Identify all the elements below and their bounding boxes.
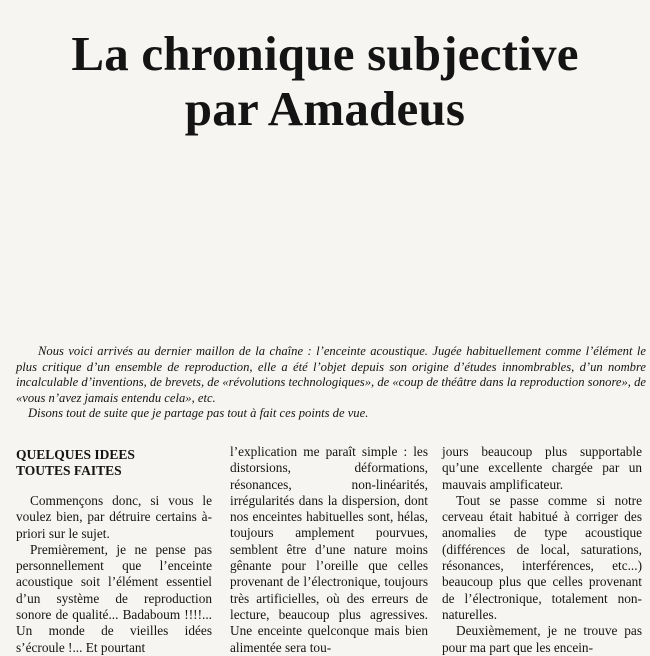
section-heading-line-2: TOUTES FAITES (16, 463, 122, 478)
section-heading-line-1: QUELQUES IDEES (16, 447, 135, 462)
column3-paragraph-2: Tout se passe comme si notre cerveau était habitué à corriger des anomalies de type acoustique (différences de local, saturations, résonances, interférences, etc...) beaucoup plus que celles provenant de l’électronique, totalement non-naturelles. (442, 492, 642, 622)
column1-paragraph-1: Commençons donc, si vous le voulez bien, par détruire certains à-priori sur le sujet. (16, 493, 212, 541)
intro-paragraph-2: Disons tout de suite que je partage pas tout à fait ces points de vue. (28, 406, 369, 421)
article-title-line-1: La chronique subjective (71, 26, 579, 81)
column1-paragraph-2: Premièrement, je ne pense pas personnellement que l’enceinte acoustique soit l’élément essentiel d’un système de reproduction sonore de qualité... Badaboum !!!!... Un monde de vieilles idées s’écroule !... Et pourtant (16, 541, 212, 655)
text-column-1 (16, 444, 212, 656)
article-title (0, 26, 650, 136)
article-intro (16, 344, 646, 422)
section-heading (16, 447, 212, 479)
column3-paragraph-3: Deuxièmement, je ne trouve pas pour ma part que les encein- (442, 623, 642, 655)
column2-paragraph-1: l’explication me paraît simple : les distorsions, déformations, résonances, non-linéarités, irrégularités dans la dispersion, dont nos enceintes habituelles sont, hélas, toujours amplement pourvues, semblent être d’une nature moins gênante pour l’oreille que celles provenant de l’électronique, toujours très artificielles, où des erreurs de lecture, beaucoup plus agressives. Une enceinte quelconque mais bien alimentée sera tou- (230, 444, 428, 655)
article-title-line-2: par Amadeus (184, 81, 466, 136)
intro-paragraph-1: Nous voici arrivés au dernier maillon de la chaîne : l’enceinte acoustique. Jugée habituellement comme l’élément le plus critique d’un ensemble de reproduction, elle a été l’objet depuis son origine d’études innombrables, d’un nombre incalculable d’inventions, de brevets, de «révolutions technologiques», de «coup de théâtre dans la reproduction sonore», de «vous n’avez jamais entendu cela», etc. (16, 344, 646, 405)
text-column-3 (442, 444, 642, 656)
text-column-2 (230, 444, 428, 656)
column3-paragraph-1: jours beaucoup plus supportable qu’une excellente chargée par un mauvais amplificateur. (442, 444, 642, 492)
